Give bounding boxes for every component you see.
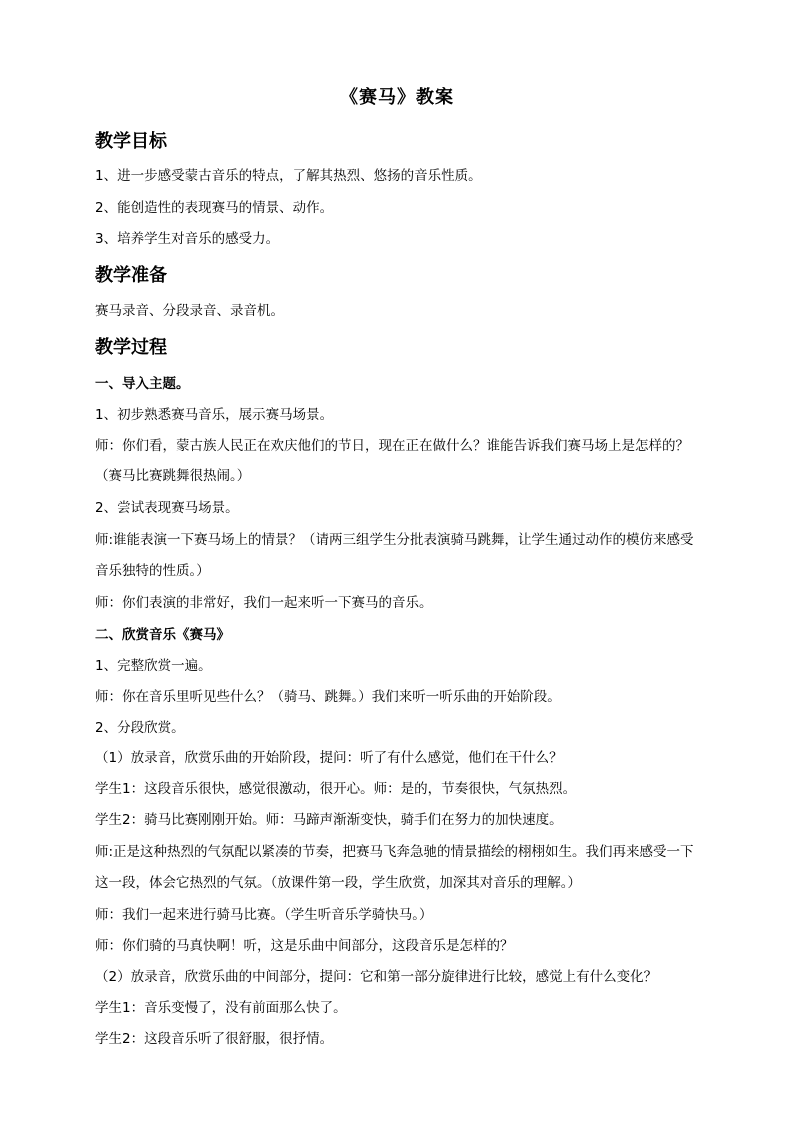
prep-text: 赛马录音、分段录音、录音机。 <box>95 303 284 319</box>
paragraph: 师：你在音乐里听见些什么？（骑马、跳舞。）我们来听一听乐曲的开始阶段。 <box>95 689 561 705</box>
heading-process: 教学过程 <box>95 337 167 358</box>
paragraph: 学生2：这段音乐听了很舒服，很抒情。 <box>95 1031 334 1047</box>
paragraph: 1、初步熟悉赛马音乐，展示赛马场景。 <box>95 407 334 423</box>
paragraph: 师：我们一起来进行骑马比赛。（学生听音乐学骑快马。） <box>95 907 433 923</box>
paragraph: 师：你们看，蒙古族人民正在欢庆他们的节日，现在正在做什么？谁能告诉我们赛马场上是怎样的？ <box>95 438 689 454</box>
paragraph: 这一段，体会它热烈的气氛。（放课件第一段，学生欣赏，加深其对音乐的理解。） <box>95 875 581 891</box>
paragraph: （赛马比赛跳舞很热闹。） <box>95 468 251 484</box>
goal-item: 3、培养学生对音乐的感受力。 <box>95 231 280 247</box>
paragraph: 师：你们骑的马真快啊！听，这是乐曲中间部分，这段音乐是怎样的？ <box>95 938 514 954</box>
document-title: 《赛马》教案 <box>340 87 454 108</box>
paragraph: 学生2：骑马比赛刚刚开始。师：马蹄声渐渐变快，骑手们在努力的加快速度。 <box>95 812 563 828</box>
heading-goals: 教学目标 <box>95 131 167 152</box>
paragraph: 师:谁能表演一下赛马场上的情景？（请两三组学生分批表演骑马跳舞，让学生通过动作的模仿来感受 <box>95 532 694 548</box>
paragraph: 学生1：音乐变慢了，没有前面那么快了。 <box>95 1000 347 1016</box>
paragraph: 2、尝试表现赛马场景。 <box>95 500 239 516</box>
heading-prep: 教学准备 <box>95 265 167 286</box>
paragraph: （2）放录音，欣赏乐曲的中间部分，提问：它和第一部分旋律进行比较，感觉上有什么变化？ <box>95 969 658 985</box>
paragraph: 音乐独特的性质。） <box>95 563 210 579</box>
paragraph: 师:正是这种热烈的气氛配以紧凑的节奏，把赛马飞奔急驰的情景描绘的栩栩如生。我们再来感受一下 <box>95 844 694 860</box>
paragraph: 学生1：这段音乐很快，感觉很激动，很开心。师：是的，节奏很快，气氛热烈。 <box>95 781 577 797</box>
paragraph: （1）放录音，欣赏乐曲的开始阶段，提问：听了有什么感觉，他们在干什么？ <box>95 750 563 766</box>
paragraph: 1、完整欣赏一遍。 <box>95 658 212 674</box>
goal-item: 1、进一步感受蒙古音乐的特点，了解其热烈、悠扬的音乐性质。 <box>95 168 482 184</box>
section-heading: 一、导入主题。 <box>95 376 190 392</box>
goal-item: 2、能创造性的表现赛马的情景、动作。 <box>95 200 334 216</box>
paragraph: 师：你们表演的非常好，我们一起来听一下赛马的音乐。 <box>95 595 433 611</box>
section-heading: 二、欣赏音乐《赛马》 <box>95 627 230 643</box>
paragraph: 2、分段欣赏。 <box>95 720 185 736</box>
